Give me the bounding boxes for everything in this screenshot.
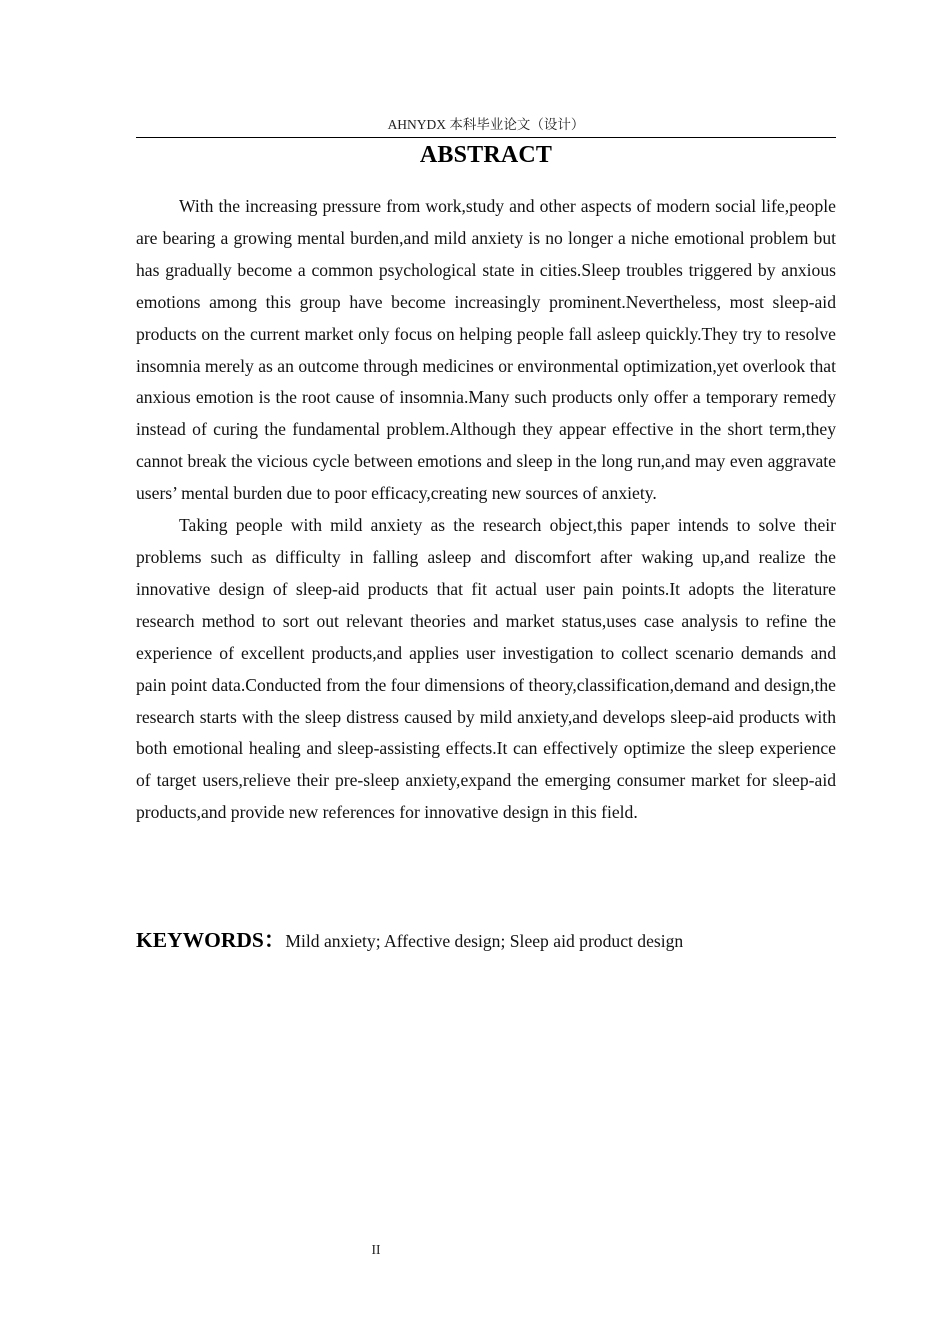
keywords-text: Mild anxiety; Affective design; Sleep aid product design bbox=[285, 931, 684, 951]
keywords-label: KEYWORDS： bbox=[136, 928, 286, 952]
abstract-title: ABSTRACT bbox=[419, 142, 553, 168]
abstract-paragraph-2: Taking people with mild anxiety as the research object,this paper intends to solve their problems such as difficulty in falling asleep and discomfort after waking up,and realize the innovative design of sleep-aid products that fit actual user pain points.It adopts the literature research method to sort out relevant theories and market status,uses case analysis to refine the experience of excellent products,and applies user investigation to collect scenario demands and pain point data.Conducted from the four dimensions of theory,classification,demand and design,the research starts with the sleep distress caused by mild anxiety,and develops sleep-aid products with both emotional healing and sleep-assisting effects.It can effectively optimize the sleep experience of target users,relieve their pre-sleep anxiety,expand the emerging consumer market for sleep-aid products,and provide new references for innovative design in this field. bbox=[136, 515, 836, 823]
keywords-line bbox=[136, 924, 836, 957]
header-rule bbox=[136, 137, 836, 138]
running-header: AHNYDX 本科毕业论文（设计） bbox=[387, 117, 585, 132]
page-number: II bbox=[371, 1242, 381, 1257]
abstract-paragraph-1: With the increasing pressure from work,study and other aspects of modern social life,people are bearing a growing mental burden,and mild anxiety is no longer a niche emotional problem but has gradually become a common psychological state in cities.Sleep troubles triggered by anxious emotions among this group have become increasingly prominent.Nevertheless, most sleep-aid products on the current market only focus on helping people fall asleep quickly.They try to resolve insomnia merely as an outcome through medicines or environmental optimization,yet overlook that anxious emotion is the root cause of insomnia.Many such products only offer a temporary remedy instead of curing the fundamental problem.Although they appear effective in the short term,they cannot break the vicious cycle between emotions and sleep in the long run,and may even aggravate users’ mental burden due to poor efficacy,creating new sources of anxiety. bbox=[136, 196, 836, 504]
abstract-body bbox=[136, 191, 836, 829]
